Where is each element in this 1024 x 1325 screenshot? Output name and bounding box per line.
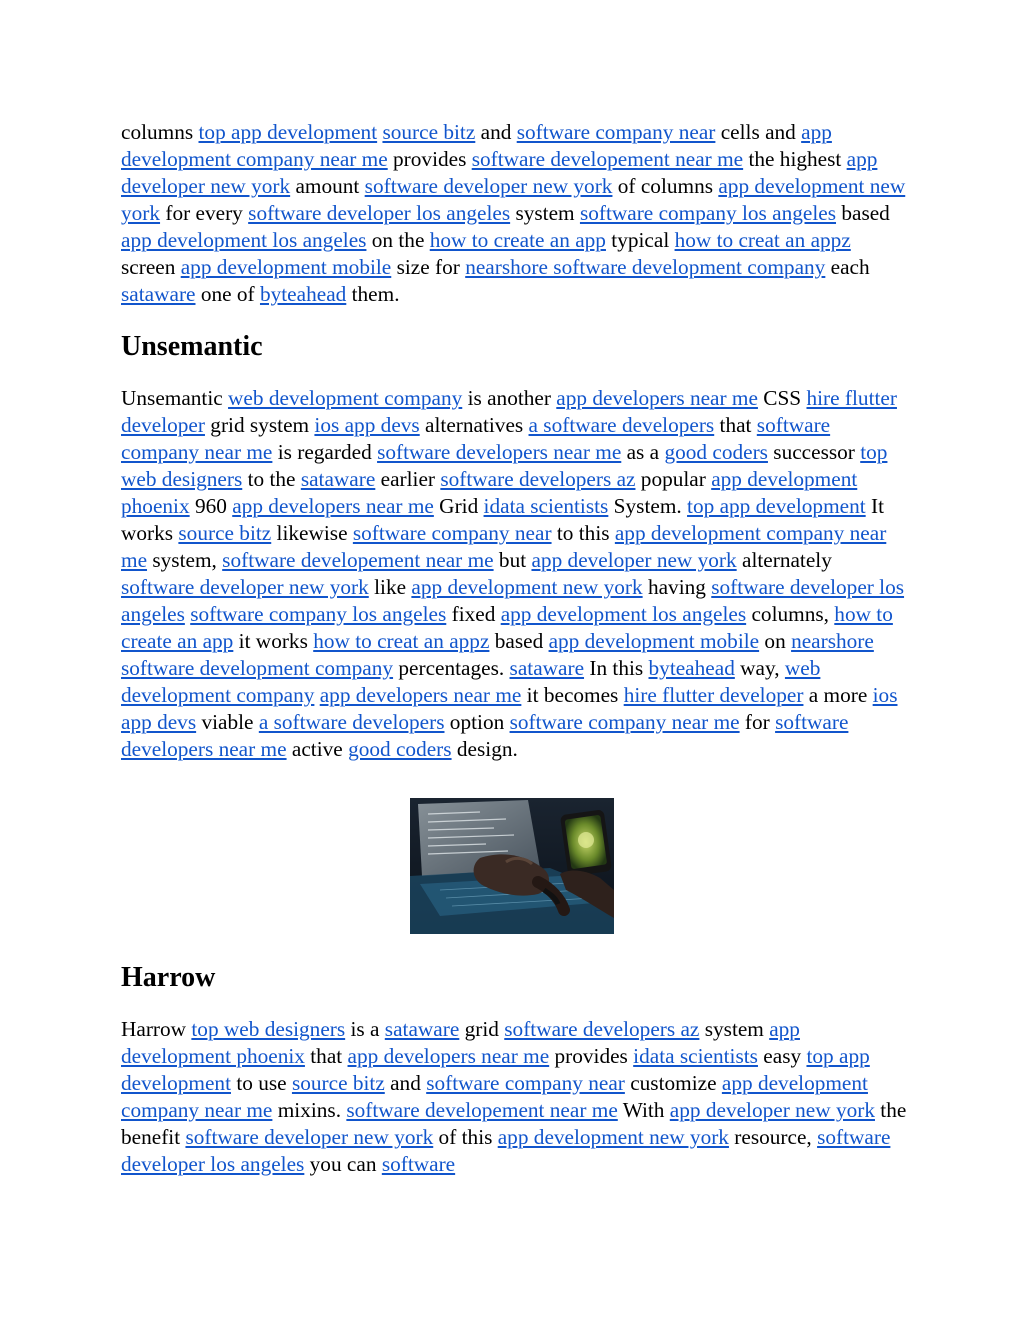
inline-link[interactable]: good coders [348,737,452,761]
body-text: typical [605,228,675,252]
body-text: as a [621,440,665,464]
body-text: System. [608,494,688,518]
body-text: Harrow [121,1017,192,1041]
inline-link[interactable]: software developers az [504,1017,700,1041]
inline-link[interactable]: hire flutter developer [623,683,804,707]
inline-link[interactable]: app development company near me [121,1071,868,1122]
inline-link[interactable]: how to creat an appz [674,228,851,252]
body-text: of columns [612,174,719,198]
document-page [121,119,907,1178]
body-text: mixins. [272,1098,347,1122]
inline-link[interactable]: good coders [664,440,768,464]
body-text: popular [635,467,712,491]
inline-link[interactable]: top web designers [121,440,888,491]
inline-link[interactable]: software company near [426,1071,625,1095]
inline-link[interactable]: app development company near me [121,120,832,171]
heading-unsemantic: Unsemantic [121,331,263,362]
inline-link[interactable]: byteahead [648,656,735,680]
body-text: based [489,629,549,653]
inline-link[interactable]: app developer new york [121,147,878,198]
body-text: system [699,1017,770,1041]
inline-link[interactable]: app developers near me [347,1044,550,1068]
body-text: and [384,1071,427,1095]
inline-link[interactable]: software company near me [121,413,831,464]
body-text: amount [290,174,365,198]
inline-link[interactable]: software company near [352,521,552,545]
body-text: like [368,575,412,599]
inline-link[interactable]: app development new york [121,174,906,225]
body-text: them. [346,282,400,306]
body-text: system [510,201,580,225]
body-text: is another [462,386,557,410]
inline-link[interactable]: software developement near me [471,147,744,171]
inline-link[interactable]: a software developers [528,413,715,437]
inline-link[interactable]: top web designers [191,1017,346,1041]
inline-link[interactable]: source bitz [291,1071,385,1095]
body-text: easy [757,1044,807,1068]
inline-link[interactable]: software company near [516,120,716,144]
body-text: design. [451,737,518,761]
body-text: one of [195,282,260,306]
inline-link[interactable]: software developer new york [121,575,369,599]
body-text: provides [387,147,472,171]
inline-link[interactable]: sataware [384,1017,460,1041]
inline-link[interactable]: how to create an app [429,228,606,252]
inline-link[interactable]: a software developers [258,710,445,734]
body-text: to use [231,1071,292,1095]
inline-link[interactable]: byteahead [259,282,347,306]
inline-link[interactable]: software company los angeles [190,602,447,626]
inline-link[interactable]: hire flutter developer [121,386,897,437]
body-text: active [286,737,349,761]
inline-link[interactable]: nearshore software development company [121,629,874,680]
inline-link[interactable]: idata scientists [633,1044,758,1068]
body-text: In this [584,656,649,680]
body-text: CSS [757,386,807,410]
inline-link[interactable]: software company los angeles [579,201,837,225]
inline-link[interactable]: sataware [509,656,585,680]
paragraph-harrow [121,1016,907,1178]
inline-link[interactable]: idata scientists [483,494,609,518]
inline-link[interactable]: software developement near me [346,1098,618,1122]
body-text: columns, [746,602,835,626]
inline-link[interactable]: ios app devs [314,413,420,437]
inline-link[interactable]: top app development [198,120,378,144]
inline-link[interactable]: app development phoenix [121,1017,800,1068]
body-text: likewise [271,521,353,545]
inline-link[interactable]: app development new york [411,575,643,599]
inline-link[interactable]: source bitz [382,120,476,144]
body-text: to the [242,467,301,491]
body-text: to this [551,521,615,545]
inline-link[interactable]: app development company near me [121,521,887,572]
inline-link[interactable]: app development phoenix [121,467,858,518]
inline-link[interactable]: app development los angeles [121,228,367,252]
inline-link[interactable]: top app development [121,1044,870,1095]
body-text: Unsemantic [121,386,229,410]
body-text: provides [549,1044,634,1068]
inline-link[interactable]: app developer new york [531,548,737,572]
body-text: size for [391,255,466,279]
inline-link[interactable]: web development company [121,656,821,707]
inline-link[interactable]: app developers near me [319,683,522,707]
inline-link[interactable]: software developers az [440,467,636,491]
inline-link[interactable]: software developement near me [222,548,494,572]
body-text: the highest [743,147,847,171]
body-text: It works [121,494,885,545]
body-text: a more [803,683,873,707]
body-text: alternatives [419,413,529,437]
inline-link[interactable]: software developer los angeles [121,575,905,626]
body-text: percentages. [393,656,510,680]
inline-link[interactable]: software developers near me [377,440,622,464]
inline-link[interactable]: software developers near me [121,710,849,761]
body-text: earlier [375,467,441,491]
inline-link[interactable]: app developer new york [669,1098,875,1122]
inline-link[interactable]: web development company [228,386,463,410]
inline-link[interactable]: how to creat an appz [313,629,490,653]
inline-link[interactable]: software developer los angeles [121,1125,891,1176]
body-text: it becomes [521,683,624,707]
body-text: columns [121,120,199,144]
body-text: viable [196,710,259,734]
body-text: alternately [736,548,832,572]
body-text: but [493,548,532,572]
inline-link[interactable]: nearshore software development company [465,255,826,279]
body-text: is regarded [272,440,378,464]
inline-link[interactable]: software [381,1152,456,1176]
body-text: is a [345,1017,385,1041]
paragraph-columns [121,119,907,308]
inline-link[interactable]: software developer los angeles [248,201,511,225]
paragraph-unsemantic [121,385,907,763]
body-text: resource, [728,1125,818,1149]
body-text: Grid [433,494,484,518]
body-text: each [825,255,870,279]
body-text: screen [121,255,181,279]
inline-link[interactable]: app developers near me [556,386,758,410]
body-text: successor [767,440,861,464]
body-text: system, [147,548,223,572]
body-text: having [642,575,712,599]
body-text: fixed [446,602,501,626]
inline-link[interactable]: app development los angeles [500,602,747,626]
body-text: you can [304,1152,382,1176]
body-text: grid system [204,413,315,437]
body-text: for every [160,201,249,225]
inline-link[interactable]: sataware [121,282,196,306]
body-text: customize [624,1071,722,1095]
body-text: cells and [715,120,802,144]
body-text: on [759,629,792,653]
inline-link[interactable]: ios app devs [121,683,898,734]
body-text: that [304,1044,348,1068]
body-text: on the [366,228,430,252]
body-text: and [475,120,517,144]
inline-link[interactable]: source bitz [178,521,272,545]
body-text: of this [433,1125,498,1149]
inline-link[interactable]: app development new york [497,1125,729,1149]
body-text: that [714,413,757,437]
body-text: for [739,710,776,734]
heading-harrow: Harrow [121,962,216,993]
inline-link[interactable]: app development mobile [548,629,760,653]
body-text: grid [459,1017,505,1041]
body-text: the benefit [121,1098,907,1149]
inline-link[interactable]: sataware [300,467,376,491]
inline-link[interactable]: software company near me [509,710,740,734]
body-text: it works [233,629,314,653]
body-text: way, [734,656,785,680]
body-text: 960 [189,494,233,518]
inline-link[interactable]: app developers near me [232,494,434,518]
inline-link[interactable]: app development mobile [180,255,392,279]
inline-link[interactable]: top app development [687,494,866,518]
body-text: based [836,201,890,225]
inline-link[interactable]: software developer new york [364,174,613,198]
body-text: option [444,710,510,734]
inline-link[interactable]: how to create an app [121,602,893,653]
body-text: With [617,1098,670,1122]
inline-link[interactable]: software developer new york [185,1125,434,1149]
photo-hands-laptop-phone [410,798,614,934]
